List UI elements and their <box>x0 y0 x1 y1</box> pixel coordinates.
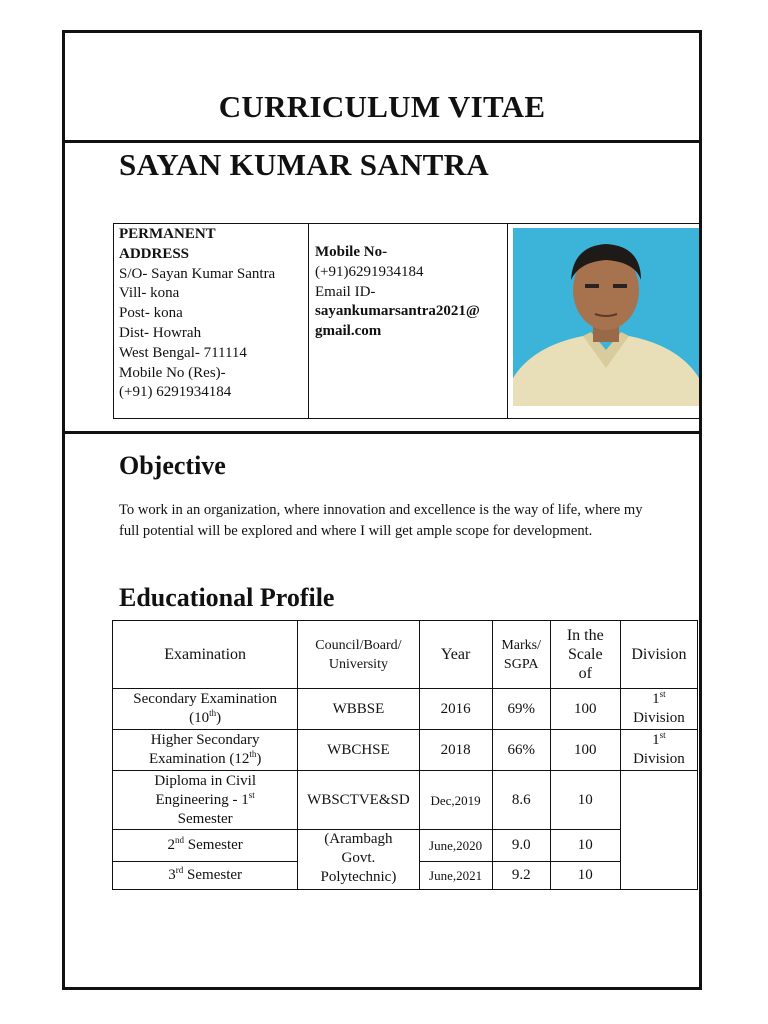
division-cell: 1st Division <box>620 730 697 771</box>
photo-column <box>507 224 700 418</box>
board-cell: (Arambagh Govt. Polytechnic) <box>298 830 419 890</box>
marks-cell: 9.2 <box>492 862 550 890</box>
title-divider <box>65 140 699 143</box>
division-cell: 1st Division <box>620 689 697 730</box>
exam-cell: Higher Secondary Examination (12th) <box>113 730 298 771</box>
table-row <box>113 771 698 830</box>
board-cell: WBCHSE <box>298 730 419 771</box>
table-header-row <box>113 621 698 689</box>
scale-cell: 10 <box>550 862 620 890</box>
email-line1: sayankumarsantra2021@ <box>315 303 480 320</box>
address-line: Dist- Howrah <box>119 324 202 341</box>
objective-text: To work in an organization, where innovation and excellence is the way of life, where my full potential will be explored and where I will get ample scope for development. <box>119 502 643 539</box>
mobile-label: Mobile No- <box>315 244 388 260</box>
header-marks: Marks/ SGPA <box>492 621 550 689</box>
header-council: Council/Board/ University <box>298 621 419 689</box>
header-examination: Examination <box>113 621 298 689</box>
header-scale: In the Scale of <box>550 621 620 689</box>
marks-cell: 9.0 <box>492 830 550 862</box>
education-table <box>112 620 698 890</box>
address-line: West Bengal- 711114 <box>119 344 247 361</box>
exam-cell: Secondary Examination (10th) <box>113 689 298 730</box>
scale-cell: 100 <box>550 730 620 771</box>
candidate-name: SAYAN KUMAR SANTRA <box>119 147 489 182</box>
year-cell: Dec,2019 <box>419 771 492 830</box>
email-label: Email ID- <box>315 283 376 300</box>
document-title: CURRICULUM VITAE <box>218 89 546 124</box>
mobile-number: (+91)6291934184 <box>315 263 424 280</box>
board-cell: WBSCTVE&SD <box>298 771 419 830</box>
profile-photo <box>513 228 699 406</box>
exam-cell: Diploma in Civil Engineering - 1st Semester <box>113 771 298 830</box>
marks-cell: 69% <box>492 689 550 730</box>
cv-page <box>62 30 702 990</box>
address-line: (+91) 6291934184 <box>119 384 232 401</box>
scale-cell: 10 <box>550 830 620 862</box>
exam-cell: 3rd Semester <box>113 862 298 890</box>
marks-cell: 66% <box>492 730 550 771</box>
marks-cell: 8.6 <box>492 771 550 830</box>
board-cell: WBBSE <box>298 689 419 730</box>
address-column <box>114 224 309 418</box>
table-row <box>113 689 698 730</box>
year-cell: June,2020 <box>419 830 492 862</box>
address-heading-line1: PERMANENT <box>119 226 216 242</box>
year-cell: June,2021 <box>419 862 492 890</box>
objective-heading: Objective <box>119 451 226 480</box>
email-line2: gmail.com <box>315 323 382 340</box>
division-cell-empty <box>620 771 697 890</box>
table-row <box>113 730 698 771</box>
scale-cell: 10 <box>550 771 620 830</box>
scale-cell: 100 <box>550 689 620 730</box>
address-line: S/O- Sayan Kumar Santra <box>119 265 276 282</box>
address-line: Vill- kona <box>119 285 180 302</box>
section-divider <box>65 431 699 434</box>
year-cell: 2016 <box>419 689 492 730</box>
contact-info-box <box>113 223 701 419</box>
address-line: Mobile No (Res)- <box>119 364 226 381</box>
address-heading-line2: ADDRESS <box>119 245 190 262</box>
address-line: Post- kona <box>119 305 183 322</box>
year-cell: 2018 <box>419 730 492 771</box>
contact-column <box>308 224 508 418</box>
table-row <box>113 830 698 862</box>
header-division: Division <box>620 621 697 689</box>
exam-cell: 2nd Semester <box>113 830 298 862</box>
education-heading: Educational Profile <box>119 583 335 612</box>
header-year: Year <box>419 621 492 689</box>
